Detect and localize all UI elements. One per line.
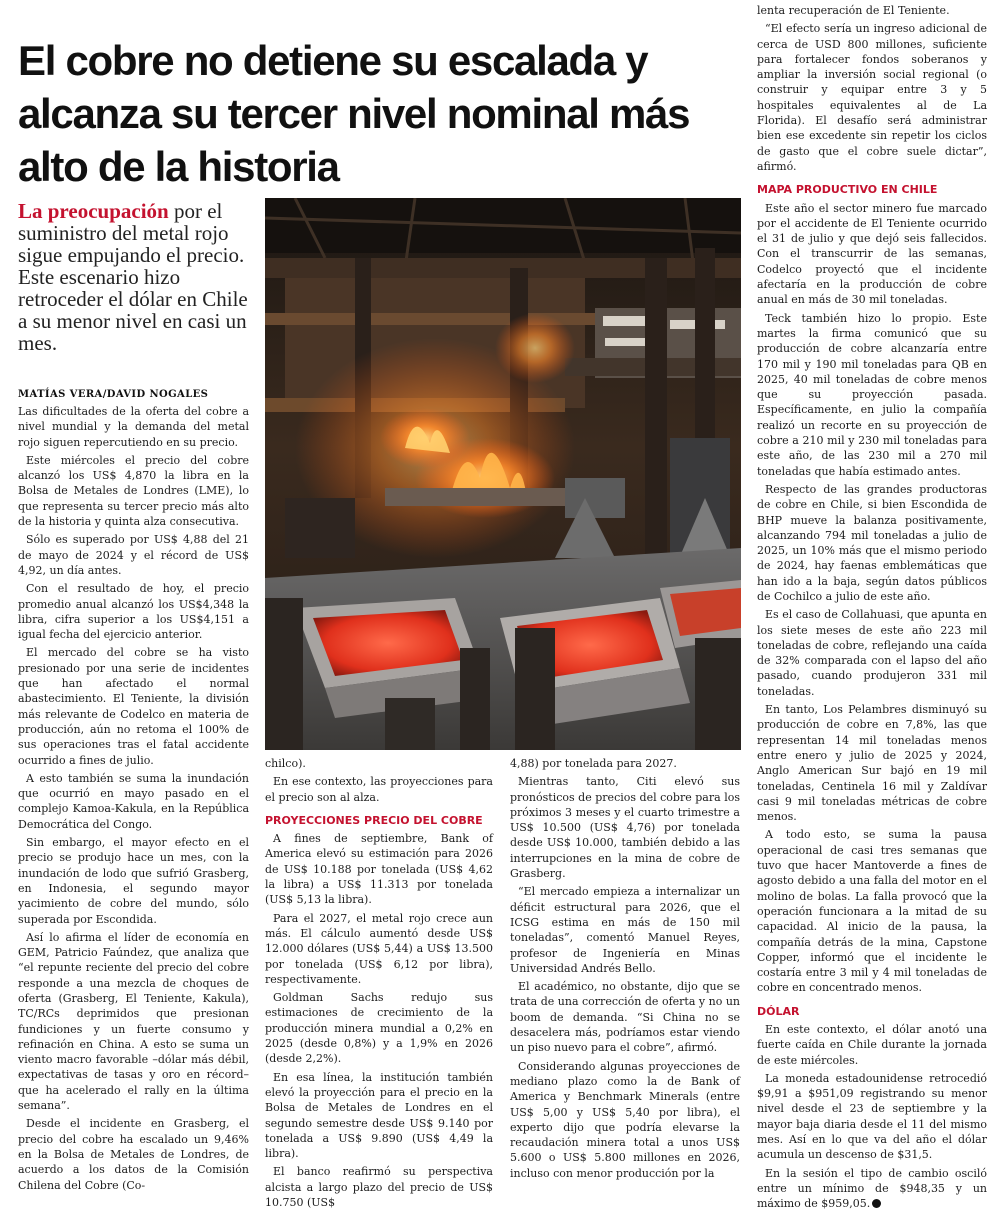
paragraph: Sin embargo, el mayor efecto en el precio se produjo hace un mes, con la inundación de lodo que sufrió Grasberg, en Indonesia, el segundo mayor yacimiento de cobre del mundo, sólo superada por Escondida.	[18, 836, 249, 926]
paragraph: En esa línea, la institución también elevó la proyección para el precio en la Bolsa de Metales de Londres en el segundo semestre desde US$ 9.140 por tonelada a US$ 9.890 (US$ 4,49 la libra).	[265, 1070, 493, 1161]
paragraph: En ese contexto, las proyecciones para el precio son al alza.	[265, 775, 493, 804]
paragraph: Es el caso de Collahuasi, que apunta en los siete meses de este año 223 mil toneladas de cobre, reflejando una caída de 32% comparada con el lapso del año pasado, cuando produjeron 331 mil toneladas.	[757, 608, 987, 698]
article-column-3	[510, 756, 740, 1184]
copper-smelter-photo	[265, 198, 741, 750]
paragraph: Con el resultado de hoy, el precio promedio anual alcanzó los US$4,348 la libra, cifra superior a los US$4,151 a igual fecha del ejercicio anterior.	[18, 582, 249, 642]
paragraph: chilco).	[265, 757, 306, 770]
paragraph: A esto también se suma la inundación que ocurrió en mayo pasado en el complejo Kamoa-Kakula, en la República Democrática del Congo.	[18, 771, 249, 831]
paragraph: Así lo afirma el líder de economía en GEM, Patricio Faúndez, que analiza que “el repunte reciente del precio del cobre responde a una mezcla de choques de oferta (Grasberg, El Teniente, Kakula), TC/RCs deprimidos que presionan fundiciones y un fuerte consumo y refinación en China. A esto se suma un viento macro favorable –dólar más débil, expectativas de tasas y oro en récord– que ha acelerado el rally en la última semana”.	[18, 930, 249, 1113]
paragraph: “El mercado empieza a internalizar un déficit estructural para 2026, que el ICSG estima en más de 150 mil toneladas”, comentó Manuel Reyes, profesor de Ingeniería en Minas Universidad Andrés Bello.	[510, 885, 740, 975]
lede-text: por el suministro del metal rojo sigue empujando el precio. Este escenario hizo retroceder el dólar en Chile a su menor nivel en casi un mes.	[18, 199, 248, 355]
section-title-mapa-productivo: MAPA PRODUCTIVO EN CHILE	[757, 183, 938, 197]
paragraph: El banco reafirmó su perspectiva alcista a largo plazo del precio de US$ 10.750 (US$	[265, 1165, 493, 1210]
paragraph: Mientras tanto, Citi elevó sus pronósticos de precios del cobre para los próximos 3 meses y el cuarto trimestre a US$ 10.500 (US$ 4,76) por tonelada desde US$ 10.000, también debido a las interrupciones en la mina de cobre de Grasberg.	[510, 775, 740, 881]
section-title-proyecciones: PROYECCIONES PRECIO DEL COBRE	[265, 813, 483, 827]
paragraph: Goldman Sachs redujo sus estimaciones de crecimiento de la producción minera mundial a 0,2% en 2025 (desde 0,8%) y a 1,9% en 2026 (desde 2,2%).	[265, 991, 493, 1066]
paragraph-text: En la sesión el tipo de cambio osciló entre un mínimo de $948,35 y un máximo de $959,05.	[757, 1166, 987, 1211]
paragraph	[757, 1166, 987, 1212]
article-column-4	[757, 3, 987, 1215]
paragraph: Teck también hizo lo propio. Este martes la firma comunicó que su producción de cobre alcanzaría entre 170 mil y 190 mil toneladas para QB en 2025, 40 mil toneladas de cobre menos que su proyección pasada. Específicamente, en julio la compañía realizó un recorte en su proyección de cobre a 210 mil y 230 mil toneladas para este año, de las 230 mil a 270 mil toneladas que había estimado antes.	[757, 311, 987, 478]
article-column-2	[265, 756, 493, 1213]
paragraph: Para el 2027, el metal rojo crece aun más. El cálculo aumentó desde US$ 12.000 dólares (US$ 5,44) a US$ 13.500 por tonelada (US$ 6,12 por libra), respectivamente.	[265, 911, 493, 986]
paragraph: A fines de septiembre, Bank of America elevó su estimación para 2026 de US$ 10.188 por tonelada (US$ 4,62 la libra) a US$ 11.313 por tonelada (US$ 5,13 la libra).	[265, 832, 493, 907]
paragraph: 4,88) por tonelada para 2027.	[510, 757, 677, 770]
byline: MATÍAS VERA/DAVID NOGALES	[18, 389, 209, 400]
paragraph: Desde el incidente en Grasberg, el precio del cobre ha escalado un 9,46% en la Bolsa de Metales de Londres, de acuerdo a los datos de la Comisión Chilena del Cobre (Co-	[18, 1117, 249, 1192]
paragraph: Respecto de las grandes productoras de cobre en Chile, si bien Escondida de BHP mueve la balanza positivamente, alcanzando 794 mil toneladas a julio de 2025, un 10% más que el mismo periodo de 2024, hay faenas emblemáticas que han ido a la baja, según datos públicos de Cochilco a julio de este año.	[757, 482, 987, 603]
paragraph: Este año el sector minero fue marcado por el accidente de El Teniente ocurrido el 31 de julio y que dejó seis fallecidos. Con el transcurrir de las semanas, Codelco proyectó que el incidente afectaría en la producción de cobre anual en más de 30 mil toneladas.	[757, 201, 987, 307]
paragraph: En este contexto, el dólar anotó una fuerte caída en Chile durante la jornada de este miércoles.	[757, 1023, 987, 1067]
copper-smelter-photo-icon	[265, 198, 741, 750]
paragraph: Este miércoles el precio del cobre alcanzó los US$ 4,870 la libra en la Bolsa de Metales de Londres (LME), lo que representa su tercer precio más alto de la historia y quinta alza consecutiva.	[18, 453, 249, 529]
headline: El cobre no detiene su escalada y alcanza su tercer nivel nominal más alto de la historia	[18, 37, 690, 191]
article-column-1	[18, 404, 249, 1196]
paragraph: El académico, no obstante, dijo que se trata de una corrección de oferta y no un boom de demanda. “Si China no se desacelera más, podríamos estar viendo un piso nuevo para el cobre”, afirmó.	[510, 980, 740, 1055]
lede-lead: La preocupación	[18, 199, 169, 223]
paragraph: Sólo es superado por US$ 4,88 del 21 de mayo de 2024 y el récord de US$ 4,92, un día antes.	[18, 533, 249, 577]
paragraph: El mercado del cobre se ha visto presionado por una serie de incidentes que han afectado el normal abastecimiento. El Teniente, la división más relevante de Codelco en materia de producción, aún no retoma el 100% de sus operaciones tras el fatal accidente ocurrido a fines de julio.	[18, 646, 249, 767]
paragraph: Considerando algunas proyecciones de mediano plazo como la de Bank of America y Benchmark Minerals (entre US$ 5,00 y US$ 5,40 por libra), el experto dijo que podría elevarse la recaudación minera total a unos US$ 5.600 o US$ 5.800 millones en 2026, incluso con menor producción por la	[510, 1059, 740, 1180]
paragraph: Las dificultades de la oferta del cobre a nivel mundial y la demanda del metal rojo siguen repercutiendo en su precio.	[18, 405, 249, 449]
lede	[18, 200, 258, 354]
paragraph: lenta recuperación de El Teniente.	[757, 4, 950, 17]
end-of-article-icon	[872, 1199, 881, 1208]
paragraph: “El efecto sería un ingreso adicional de cerca de USD 800 millones, suficiente para fortalecer fondos soberanos y ampliar la inversión social regional (o construir y equipar entre 3 y 5 hospitales equivalentes al de La Florida). El desafío será administrar bien ese excedente sin repetir los ciclos de gasto que el cobre suele dictar”, afirmó.	[757, 22, 987, 173]
paragraph: En tanto, Los Pelambres disminuyó su producción de cobre en 7,8%, las que representan 14 mil toneladas menos entre enero y julio de 2025 y 2024, Anglo American Sur bajó en 19 mil toneladas, Centinela 16 mil y Zaldívar casi 9 mil toneladas métricas de cobre menos.	[757, 703, 987, 824]
paragraph: A todo esto, se suma la pausa operacional de casi tres semanas que tuvo que hacer Mantoverde a fines de agosto debido a una falla del motor en el molino de bolas. La falla provocó que la operación funcionara a la mitad de su capacidad. Al inicio de la pausa, la compañía detrás de la mina, Capstone Copper, informó que el incidente le costaría entre 3 mil y 4 mil toneladas de cobre en concentrado menos.	[757, 828, 987, 995]
section-title-dolar: DÓLAR	[757, 1004, 800, 1018]
paragraph: La moneda estadounidense retrocedió $9,91 a $951,09 registrando su menor nivel desde el 23 de septiembre y la mayor baja diaria desde el 11 del mismo mes. Así en lo que va del año el dólar acumula un descenso de $31,5.	[757, 1071, 987, 1162]
